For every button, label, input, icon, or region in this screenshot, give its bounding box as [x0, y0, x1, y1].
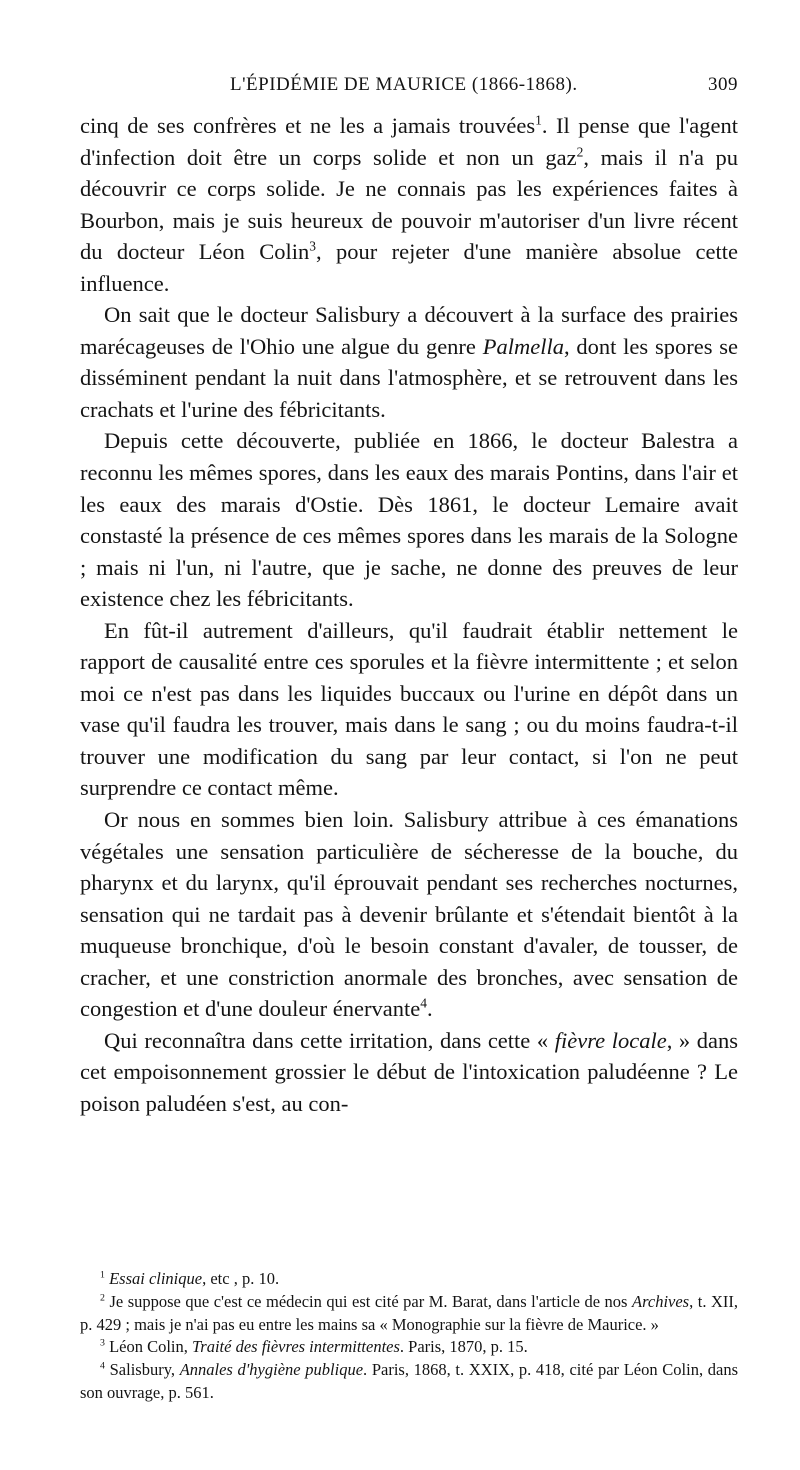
text-run: On sait que le docteur Salisbury a découvert à la surface des prairies marécageuses de l'Ohio une algue du genre	[80, 302, 738, 359]
italic-text: Essai clinique	[109, 1269, 203, 1288]
italic-text: fièvre locale	[554, 1027, 667, 1053]
footnote-marker: 4	[420, 995, 427, 1011]
footnotes	[80, 1268, 738, 1405]
text-run: , t. XII, p. 429 ; mais je n'ai pas eu entre les mains sa « Monographie sur la fièvre de Maurice. »	[80, 1291, 738, 1334]
footnote	[80, 1268, 738, 1291]
text-run: , pour rejeter d'une manière absolue cette influence.	[80, 239, 738, 296]
paragraph	[80, 110, 738, 299]
text-run: . Paris, 1868, t. XXIX, p. 418, cité par Léon Colin, dans son ouvrage, p. 561.	[80, 1360, 739, 1402]
italic-text: Annales d'hygiène publique	[179, 1360, 364, 1380]
italic-text: Traité des fièvres intermittentes	[192, 1337, 400, 1357]
running-title: L'ÉPIDÉMIE DE MAURICE (1866-1868).	[230, 74, 578, 95]
italic-text: Archives	[631, 1291, 690, 1311]
text-run: , etc , p. 10.	[202, 1269, 280, 1288]
italic-text: Palmella	[482, 333, 564, 359]
text-run: Qui reconnaîtra dans cette irritation, dans cette «	[104, 1027, 555, 1053]
text-run: Je suppose que c'est ce médecin qui est cité par M. Barat, dans l'article de nos	[104, 1291, 632, 1311]
paragraph	[80, 299, 738, 425]
text-run: cinq de ses confrères et ne les a jamais trouvées	[80, 113, 536, 138]
footnote-marker: 2	[100, 1292, 105, 1304]
page-number: 309	[708, 74, 738, 95]
text-run: , dont les spores se disséminent pendant la nuit dans l'atmosphère, et se retrouvent dans les crachats et l'urine des fébricitants.	[80, 333, 738, 422]
paragraph	[80, 615, 738, 804]
text-run: , mais il n'a pu découvrir ce corps solide. Je ne connais pas les expériences faites à Bourbon, mais je suis heureux de pouvoir m'autoriser d'un livre récent du docteur Léon Colin	[80, 144, 739, 265]
footnote-marker: 1	[535, 112, 542, 128]
running-header	[80, 74, 738, 104]
footnote	[80, 1291, 738, 1337]
text-run: .	[426, 996, 433, 1022]
text-run: En fût-il autrement d'ailleurs, qu'il faudrait établir nettement le rapport de causalité entre ces sporules et la fièvre intermittente ; et selon moi ce n'est pas dans les liquides buccaux ou l'urine en dépôt dans un vase qu'il faudra les trouver, mais dans le sang ; ou du moins faudra-t-il trouver une modification du sang par leur contact, si l'on ne peut surprendre ce contact même.	[80, 617, 738, 801]
text-run: , » dans cet empoisonnement grossier le début de l'intoxication paludéenne ? Le poison paludéen s'est, au con-	[80, 1027, 739, 1116]
paragraph	[80, 804, 738, 1025]
text-run: Or nous en sommes bien loin. Salisbury attribue à ces émanations végétales une sensation particulière de sécheresse de la bouche, du pharynx et du larynx, qu'il éprouvait pendant ses recherches nocturnes, sensation qui ne tardait pas à devenir brûlante et s'étendait bientôt à la muqueuse bronchique, d'où le besoin constant d'avaler, de tousser, de cracher, et une constriction anormale des bronches, avec sensation de congestion et d'une douleur énervante	[80, 807, 738, 1022]
footnote	[80, 1336, 738, 1359]
footnote-marker: 4	[100, 1360, 105, 1372]
footnote	[80, 1359, 738, 1405]
text-run: . Il pense que l'agent d'infection doit être un corps solide et non un gaz	[80, 113, 739, 170]
footnote-marker: 3	[309, 238, 317, 254]
body-text	[80, 110, 738, 1120]
text-run: Léon Colin,	[104, 1337, 193, 1357]
footnote-marker: 2	[576, 144, 584, 160]
footnote-marker: 1	[100, 1269, 105, 1281]
paragraph	[80, 425, 738, 614]
text-run: . Paris, 1870, p. 15.	[399, 1337, 528, 1357]
text-run: Salisbury,	[104, 1360, 180, 1380]
footnote-marker: 3	[100, 1337, 105, 1349]
text-run: Depuis cette découverte, publiée en 1866, le docteur Balestra a reconnu les mêmes spores, dans les eaux des marais Pontins, dans l'air et les eaux des marais d'Ostie. Dès 1861, le docteur Lemaire avait constasté la présence de ces mêmes spores dans les marais de la Sologne ; mais ni l'un, ni l'autre, que je sache, ne donne des preuves de leur existence chez les fébricitants.	[80, 428, 738, 612]
paragraph	[80, 1025, 738, 1120]
